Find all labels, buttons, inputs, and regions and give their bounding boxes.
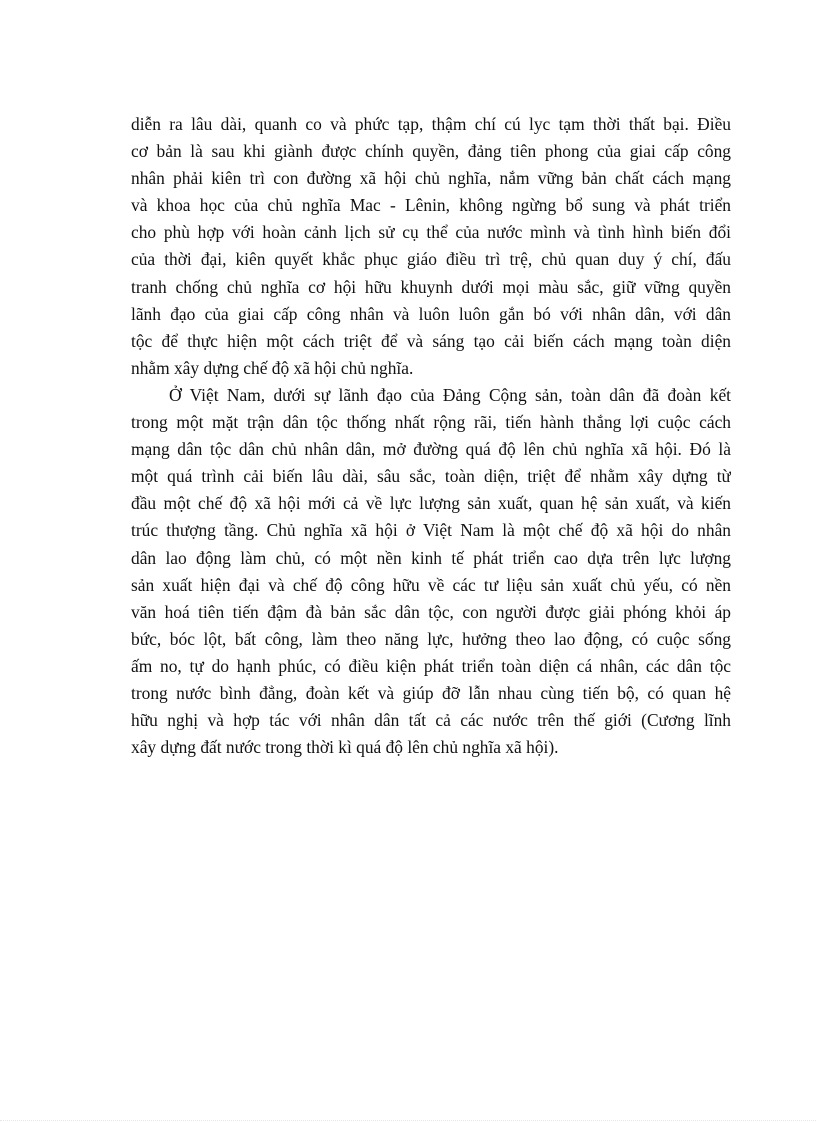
text-line: và khoa học của chủ nghĩa Mac - Lênin, không ngừng bổ sung và phát triển [131, 195, 731, 216]
text-line: sản xuất hiện đại và chế độ công hữu về các tư liệu sản xuất chủ yếu, có nền [131, 574, 731, 595]
text-line: cơ bản là sau khi giành được chính quyền, đảng tiên phong của giai cấp công [131, 141, 731, 162]
page-bottom-rule [0, 1120, 816, 1121]
text-line: dân lao động làm chủ, có một nền kinh tế phát triển cao dựa trên lực lượng [131, 547, 731, 568]
text-line: Ở Việt Nam, dưới sự lãnh đạo của Đảng Cộng sản, toàn dân đã đoàn kết [169, 384, 731, 405]
text-line: trong nước bình đẳng, đoàn kết và giúp đỡ lẫn nhau cùng tiến bộ, có quan hệ [131, 682, 731, 703]
text-line: tranh chống chủ nghĩa cơ hội hữu khuynh dưới mọi màu sắc, giữ vững quyền [131, 276, 731, 297]
text-line: xây dựng đất nước trong thời kì quá độ lên chủ nghĩa xã hội). [131, 737, 559, 758]
text-line: nhân phải kiên trì con đường xã hội chủ nghĩa, nắm vững bản chất cách mạng [131, 168, 731, 189]
paragraph-2 [131, 382, 731, 761]
text-line: bức, bóc lột, bất công, làm theo năng lực, hưởng theo lao động, có cuộc sống [131, 628, 731, 649]
text-line: trúc thượng tầng. Chủ nghĩa xã hội ở Việt Nam là một chế độ xã hội do nhân [131, 520, 731, 541]
text-line: cho phù hợp với hoàn cảnh lịch sử cụ thể của nước mình và tình hình biến đổi [131, 222, 731, 243]
body-text [131, 111, 731, 761]
text-line: ấm no, tự do hạnh phúc, có điều kiện phát triển toàn diện cá nhân, các dân tộc [131, 655, 731, 676]
text-line: đầu một chế độ xã hội mới cả về lực lượng sản xuất, quan hệ sản xuất, và kiến [131, 493, 731, 514]
text-line: hữu nghị và hợp tác với nhân dân tất cả các nước trên thế giới (Cương lĩnh [131, 710, 731, 731]
paragraph-1 [131, 111, 731, 382]
text-line: trong một mặt trận dân tộc thống nhất rộng rãi, tiến hành thắng lợi cuộc cách [131, 412, 731, 433]
text-line: mạng dân tộc dân chủ nhân dân, mở đường quá độ lên chủ nghĩa xã hội. Đó là [131, 439, 731, 460]
text-line: lãnh đạo của giai cấp công nhân và luôn luôn gắn bó với nhân dân, với dân [131, 303, 731, 324]
text-line: của thời đại, kiên quyết khắc phục giáo điều trì trệ, chủ quan duy ý chí, đấu [131, 249, 731, 270]
text-line: nhằm xây dựng chế độ xã hội chủ nghĩa. [131, 357, 414, 378]
text-line: một quá trình cải biến lâu dài, sâu sắc, toàn diện, triệt để nhằm xây dựng từ [131, 466, 731, 487]
text-line: diễn ra lâu dài, quanh co và phức tạp, thậm chí cú lyc tạm thời thất bại. Điều [131, 114, 731, 134]
text-line: tộc để thực hiện một cách triệt để và sáng tạo cải biến cách mạng toàn diện [131, 330, 731, 351]
text-line: văn hoá tiên tiến đậm đà bản sắc dân tộc, con người được giải phóng khỏi áp [131, 601, 731, 622]
